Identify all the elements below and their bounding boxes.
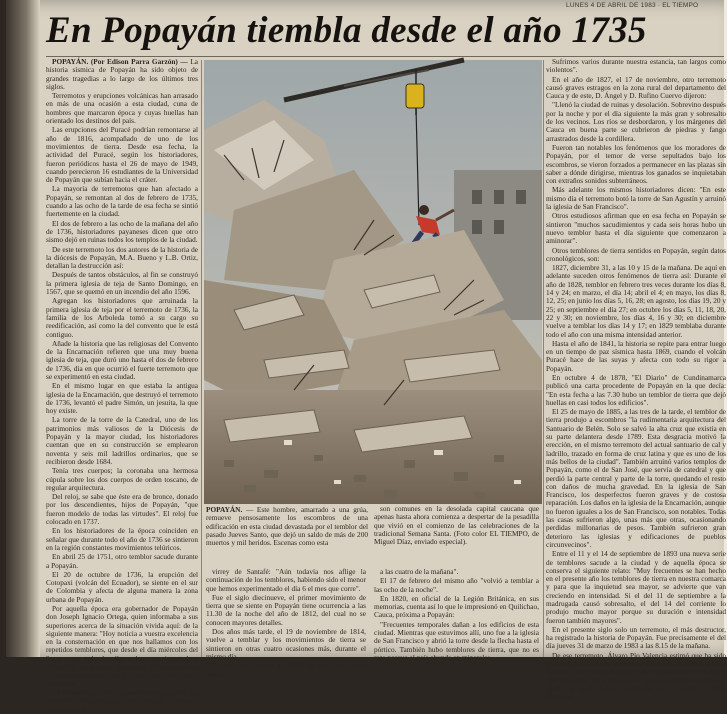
paragraph-text: El 25 de mayo de 1885, a las tres de la tarde, el temblor de tierra produjo a escombros "la rudimentaria arquitectura del Santuario de Belén. Solo se salvó la alta cruz que existía en su parte delantera desde 1789. Esta desgracia motivó la erección, en el mismo terremoto del actual santuario de cal y ladrillo, trazado en forma de cruz latina y que es uno de los más bellos de la ciudad". También arruinó varios templos de Popayán, como el de San José, que servía de catedral y que perdió la parte central y parte de la torre, quedando el resto con daños de mucha gravedad. En la iglesia de San Francisco, los desperfectos fueron graves y de costosa reparación. Los daños en la iglesia de la Encarnación, aunque no fueron iguales a los de San Francisco, son notables. Todas las casas sufrieron algo, unas más que otras, ocasionando perdidas millonarias de pesos. También sufrieron gran deterioro las iglesias y edificaciones de pueblos circunvecinos". xyxy=(546,407,726,549)
paragraph-text: En abril 25 de 1751, otro temblor sacude durante a Popayán. xyxy=(46,552,198,570)
paragraph xyxy=(46,185,198,218)
paragraph xyxy=(206,568,366,593)
earthquake-photo xyxy=(204,60,542,504)
paragraph-text: Tenía tres cuerpos; la coronaba una hermosa cúpula sobre los dos cuerpos de orden toscano, de regular arquitectura. xyxy=(46,466,198,492)
paragraph xyxy=(374,505,539,546)
paragraph-text: La historia sísmica de Popayán ha sido objeto de grandes tragedias a lo largo de los últimos tres siglos. xyxy=(46,57,199,91)
paragraph xyxy=(374,577,539,594)
paragraph-text: Por aquella época era gobernador de Popayán don Joseph Ignacio Ortega, quien informaba a sus superiores acerca de la situación vivida aquí: de la siguiente manera: "Hoy noticia a vuestra excelencia en la consternación en que nos hallamos con los repetidos temblores, que desde el día miércoles del 9 que corre, todos los días se han experimentado y el 9 del día de la fecha, fue entre 8 y 9 de la mañana y contamos estos once días más de cinco temblores". xyxy=(46,604,198,688)
paragraph xyxy=(46,297,198,338)
paragraph-text: Otros estudiosos afirman que en esa fecha en Popayán se sintieron "muchos sacudimientos y cada seis horas hubo un nuevo temblor hasta el día siguiente que comenzaron a aminorar". xyxy=(546,211,726,246)
paragraph-text: Entre el 11 y el 14 de septiembre de 1893 una nueva serie de temblores sacude a la ciudad y de aquella época se conserva el siguiente relato: "Muy frecuentes se han hecho en el presente año los temblores de tierra en nuestra comarca y para que la inquietud sea mayor, se advierte que van creciendo en intensidad. Si el del 11 de septiembre a la madrugada causó sobresalto, el del 14 del corriente lo produjo mucho mayor porque su duración e intensidad fueron también mayores". xyxy=(546,549,726,625)
caption-text: — Este hombre, amarrado a una grúa, remueve pensosamente los escombros de una edificación en esta ciudad devastada por el temblor del pasado Jueves Santo, que dejó un saldo de más de 200 muertos y mil heridos. Escenas como esta xyxy=(206,505,368,548)
paragraph-text: El dos de febrero a las ocho de la mañana del año de 1736, historiadores payaneses dicen que otro sismo dejó en ruinas todos los templos de la ciudad. xyxy=(46,218,198,245)
paragraph-text: Añade la historia que las religiosas del Convento de la Encarnación refieren que una muy buena iglesia de teja, que duró uno hasta el dos de febrero de 1736, día en que ocurrió el fuerte terremoto que se experimentó en esta ciudad. xyxy=(46,338,198,381)
paragraph xyxy=(46,340,198,381)
column-divider xyxy=(201,60,202,657)
paragraph xyxy=(546,374,726,407)
article-column-3 xyxy=(374,567,539,662)
article-column-1 xyxy=(46,57,199,714)
paragraph-text: virrey de Santafé: "Aún todavía nos aflige la continuación de los temblores, habiendo sido el menor que hemos experimentado el día 6 el mes que corre". xyxy=(206,567,366,593)
paragraph xyxy=(46,605,198,688)
paragraph xyxy=(546,626,726,651)
paragraph xyxy=(546,652,726,702)
headline: En Popayán tiembla desde el año 1735 xyxy=(46,10,647,51)
paragraph xyxy=(374,621,539,662)
paragraph xyxy=(546,212,726,245)
paragraph-text: "Frecuentes temporales dañan a los edificios de esta ciudad. Mientras que estuvimos allí, uno fue a la iglesia de San Francisco y abrió la torre desde la flecha hasta el pórtico. También hubo temblores de tierra, que no es raro porque el país abunda en minerales xyxy=(374,619,539,662)
paragraph xyxy=(46,689,198,714)
paragraph xyxy=(46,493,198,526)
paragraph xyxy=(46,92,198,125)
paragraph xyxy=(46,126,198,184)
paragraph xyxy=(46,571,198,604)
paragraph xyxy=(546,550,726,625)
paragraph-text: Terremotos y erupciones volcánicas han arrasado en más de una ocasión a esta ciudad, cuna de hombres que marcaron época y cuyas huellas han orientado los destinos del país. xyxy=(46,91,198,126)
rubble-crane-illustration xyxy=(204,60,542,504)
paragraph-text: son comunes en la desolada capital caucana que apenas hasta ahora comienza a despertar de la pesadilla que vivió en el comienzo de las celebraciones de la tradicional Semana Santa. (Foto color EL TIEMPO, de Miguel Díaz, enviado especial). xyxy=(374,504,539,547)
paragraph xyxy=(46,416,198,466)
paragraph xyxy=(546,247,726,264)
paragraph xyxy=(546,186,726,211)
paragraph-text: a las cuatro de la mañana". xyxy=(380,567,459,576)
paragraph-text: En el mismo lugar en que estaba la antigua iglesia de la Encarnación, que destruyó el terremoto de 1736, levantó el padre Simón, un jesuita, la que hoy existe. xyxy=(46,381,198,416)
paragraph-text: En febrero 6 de 1767, sobre la continuidad de los temblores, el gobernador de Popayán vuelve a insistir ante el xyxy=(46,687,198,714)
paragraph-text: Las erupciones del Puracé podrían remontarse al año de 1816, acompañado de uno de los movimientos de tierra. Desde esa fecha, la actividad del Puracé, según los historiadores, fueron periódicos hasta el 26 de mayo de 1949, cuando perecieron 16 estudiantes de la Universidad de Popayán que subían hacia el cráter. xyxy=(46,125,198,185)
paragraph xyxy=(46,382,198,415)
paragraph-text: De ese terremoto, Álvaro Pío Valencia estimó que ha sido el más fuerte de todos y observó que a los anteriores la Casa Valencia, uno de los museos más importantes de la ciudad, había resistido. Hoy día solo es un promontorio de ruinas al igual que otros lugares históricos de la historia y culta Popayán. xyxy=(546,650,726,702)
paragraph xyxy=(46,553,198,570)
paragraph xyxy=(546,144,726,185)
paragraph-text: La mayoría de terremotos que han afectado a Popayán, se remontan al dos de febrero de 1735, cuando a las ocho de la tarde de esa fecha se sintió fuertemente en la ciudad. xyxy=(46,184,198,219)
article-column-4 xyxy=(546,57,726,702)
paragraph-text: El 20 de octubre de 1736, la erupción del Cotopaxi (volcán del Ecuador), se siente en el sur de Colombia y afecta de alguna manera la zona urbana de Popayán. xyxy=(46,569,198,604)
paragraph xyxy=(46,220,198,245)
paragraph xyxy=(206,628,366,661)
photo-caption xyxy=(206,506,368,566)
paragraph-text: En el año de 1827, el 17 de noviembre, otro terremoto causó graves estragos en la zona rural del departamento del Cauca y de este, D. Ángel y D. Rufino Cuervo dijeron: xyxy=(546,74,726,101)
paragraph-text: Después de tantos obstáculos, al fin se construyó la primera iglesia de teja de Santo Domingo, en 1567, que se quemó en un incendio del año 1596. xyxy=(46,270,198,297)
paragraph xyxy=(546,76,726,101)
paragraph xyxy=(374,595,539,620)
paragraph xyxy=(46,246,198,271)
paragraph-text: Del reloj, se sabe que éste era de bronce, donado por los descendientes, hijos de Popayán, "que fueron modelo de todas las virtudes". El reloj fue colocado en 1737. xyxy=(46,492,198,527)
paragraph xyxy=(46,271,198,296)
article-column-2 xyxy=(206,567,366,679)
byline: POPAYÁN. (Por Edison Parra Garzón) — xyxy=(52,57,188,66)
paragraph-text: "Llenó la ciudad de ruinas y desolación. Sobrevino después por la noche y por el día siguiente la más gran y sobresalto de los vecinos. Los ríos se desbordaron, y los márgenes del Cauca en buena parte se cubrieron de piedras y fango arrastrados desde la cordillera. xyxy=(546,100,726,143)
paragraph-text: Fueron tan notables los fenómenos que los moradores de Popayán, por el temor de verse sepultados bajo los escombros, se vieron forzados a permanecer en las plazas sin saber a dónde dirigirse, mientras los ganados se inquietaban con extraños sonidos subterráneos. xyxy=(546,142,726,186)
paragraph xyxy=(546,101,726,142)
paragraph-text: El cinco de febrero de 1819 "se sintió un fuerte temblor xyxy=(206,661,366,679)
paragraph-text: Dos años más tarde, el 19 de noviembre de 1814, vuelve a temblar y los movimientos de tierra se sintieron en otras cuatro ocasiones más, durante el mismo día. xyxy=(206,627,366,661)
paragraph-text: Sufrimos varios durante nuestra estancia, tan largos como violentos". xyxy=(546,57,726,75)
paragraph-text: En 1820, en oficial de la Legión Británica, en sus memorias, cuenta así lo que le impresionó en Quilichao, Cauca, próxima a Popayán: xyxy=(374,593,539,620)
paragraph-text: Agregan los historiadores que arruinada la primera iglesia de teja por el terremoto de 1736, la familia de los Arboleda tomó a su cargo su reedificación, así como la del convento que le está contiguo. xyxy=(46,296,198,339)
newspaper-page xyxy=(6,0,727,714)
paragraph-text: La torre de la torre de la Catedral, uno de los patrimonios más valiosos de la Diócesis de Popayán y la mayor ciudad, los historiadores cuentan que en su construcción se emplearon noventa y seis mil ladrillos ordinarios, que se recibieron desde 1684. xyxy=(46,415,198,466)
paragraph xyxy=(46,527,198,552)
paragraph xyxy=(546,58,726,75)
paragraph xyxy=(546,264,726,339)
paragraph xyxy=(546,340,726,373)
paragraph-text: El 17 de febrero del mismo año "volvió a temblar a las ocho de la noche". xyxy=(374,576,539,594)
paragraph-text: 1827, diciembre 31, a las 10 y 15 de la mañana. De aquí en adelante suceden otros fenómenos de tierra así: Durante el año de 1828, temblor en febrero tres veces durante los días 8, 14 y 24; en marzo, el día 14; abril el 4; en mayo, los días 8, 12, 25; en junio los días 5, 16, 28; en agosto, los días 19, 20 y 25; en septiembre el día 27; en octubre los días 5, 11, 18, 20, 22 y 30; en noviembre, los días 4, 16 y 30; en diciembre vuelve a temblar los días 14 y 17; en 1829 temblaba durante todo el año con una misma intensidad anterior. xyxy=(546,263,726,339)
paragraph xyxy=(46,467,198,492)
caption-continuation xyxy=(374,505,539,567)
paragraph-text: En octubre 4 de 1878, "El Diario" de Cundinamarca publicó una carta procedente de Popayán en la que decía: "En esta fecha a las 7.30 hubo un temblor de tierra que dejó huellas en casi todos los edificios". xyxy=(546,372,726,407)
paragraph-text: De este terremoto los dos autores de la historia de la diócesis de Popayán, M.A. Bueno y L.B. Ortiz, detallan la destrucción así: xyxy=(46,244,198,271)
paragraph-text: Hasta el año de 1841, la historia se repite para entrar luego en un tiempo de paz sísmica hasta 1869, cuando el volcán Puracé hace de las suyas y afecta con todo su rigor a Popayán. xyxy=(546,338,726,373)
paragraph xyxy=(206,662,366,679)
column-divider xyxy=(543,60,544,657)
paragraph-text: Otros temblores de tierra sentidos en Popayán, según datos cronológicos, son: xyxy=(546,245,726,263)
paragraph-text: En los historiadores de la época coinciden en señalar que durante todo el año de 1736 se sintieron en la región constantes movimientos telúricos. xyxy=(46,526,198,552)
dateline: LUNES 4 DE ABRIL DE 1983 · EL TIEMPO xyxy=(566,2,699,9)
paragraph xyxy=(46,58,198,91)
paragraph xyxy=(206,594,366,627)
paragraph xyxy=(374,568,539,576)
paragraph-text: En el presente siglo solo un terremoto, el más destructor, ha registrado la historia de Popayán. Fue precisamente el del día jueves 31 de marzo de 1983 a las 8.15 de la mañana. xyxy=(546,624,726,651)
paragraph-text: Más adelante los mismos historiadores dicen: "En este mismo día el terremoto botó la torre de San Agustín y arruinó la iglesia de San Francisco". xyxy=(546,185,726,212)
caption-lead: POPAYÁN. xyxy=(206,505,243,514)
paragraph xyxy=(546,408,726,549)
page-fold-shadow xyxy=(6,0,40,657)
paragraph-text: Fue el siglo diecinueve, el primer movimiento de tierra que se siente en Popayán tiene ocurrencia a las 11.30 de la noche del año de 1812, del cual no se conocen mayores detalles. xyxy=(206,592,366,627)
